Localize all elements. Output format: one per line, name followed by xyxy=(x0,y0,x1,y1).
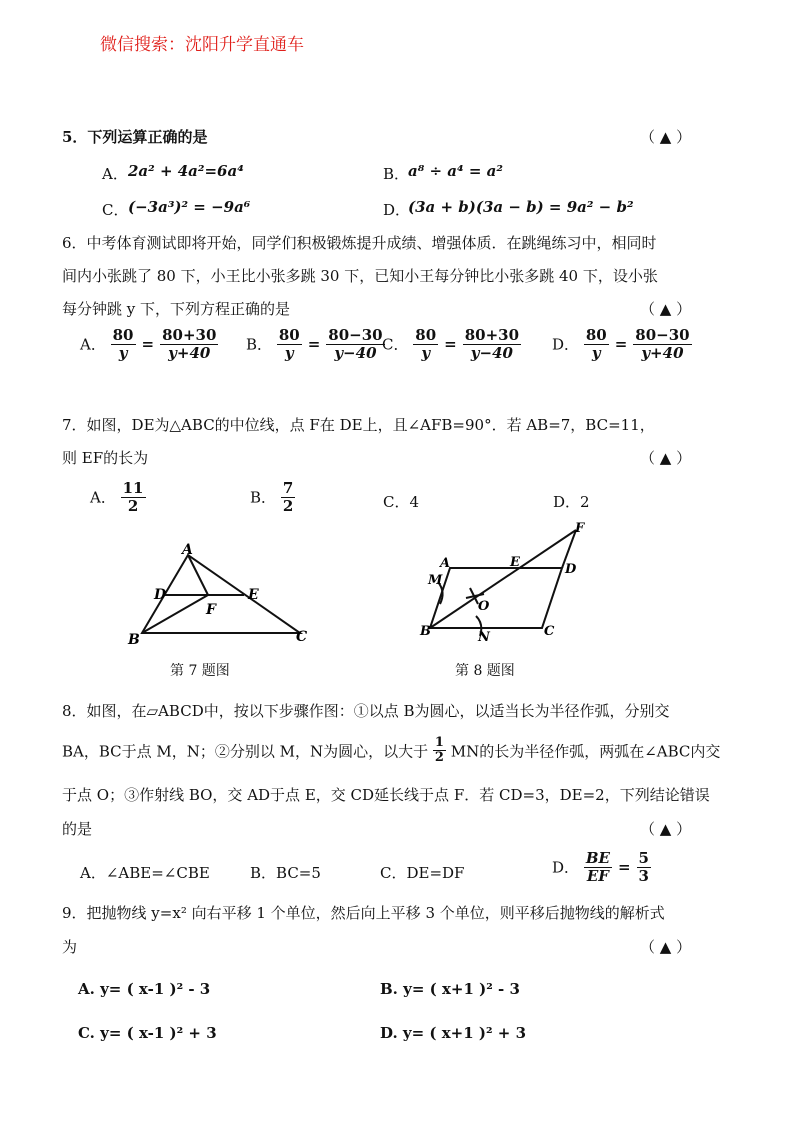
q7-line-1: 7．如图，DE为△ABC的中位线，点 F在 DE上，且∠AFB=90°．若 AB=7，BC=11， xyxy=(62,416,655,434)
q8-answer-mark: （ ▲ ） xyxy=(640,820,692,838)
q5-option-a-label: A． xyxy=(102,165,128,183)
fig8-label-c: C xyxy=(544,624,555,639)
q5-answer-mark: （ ▲ ） xyxy=(640,128,692,146)
q6-c-right-fraction: $\frac{80+30}{y-40}$ xyxy=(464,326,520,362)
q8-option-d: D． $\frac{BE}{EF}$ = $\frac{5}{3}$ xyxy=(552,849,649,885)
figure-7-caption: 第 7 题图 xyxy=(170,663,230,679)
q6-option-b: B． $\frac{80}{y}$ = $\frac{80-30}{y-40}$ xyxy=(246,326,383,362)
fig7-label-c: C xyxy=(296,629,308,645)
q6-line-1: 6．中考体育测试即将开始，同学们积极锻炼提升成绩、增强体质．在跳绳练习中，相同时 xyxy=(62,234,657,252)
q8-line-3: 于点 O；③作射线 BO，交 AD于点 E，交 CD延长线于点 F．若 CD=3，DE=2，下列结论错误 xyxy=(62,786,710,804)
q8-d-right-fraction: $\frac{5}{3}$ xyxy=(638,849,649,885)
q5-option-b-label: B． xyxy=(383,165,410,183)
q8-option-a: A．∠ABE=∠CBE xyxy=(80,864,210,882)
q8-option-b: B．BC=5 xyxy=(250,864,321,882)
watermark-text: 微信搜索：沈阳升学直通车 xyxy=(100,35,304,55)
q8-half-fraction: $\frac{1}{2}$ xyxy=(434,735,444,766)
q7-answer-mark: （ ▲ ） xyxy=(640,449,692,467)
q7-line-2: 则 EF的长为 xyxy=(62,449,149,467)
q9-answer-mark: （ ▲ ） xyxy=(640,938,692,956)
q6-option-b-label: B． xyxy=(246,335,273,354)
q8-line-2: BA，BC于点 M，N；②分别以 M，N为圆心，以大于 $\frac{1}{2}$ MN的长为半径作弧，两弧在∠ABC内交 xyxy=(62,735,721,766)
fig8-label-m: M xyxy=(428,573,443,588)
q9-line-2: 为 xyxy=(62,938,78,956)
q6-option-c: C． $\frac{80}{y}$ = $\frac{80+30}{y-40}$ xyxy=(382,326,520,362)
q9-option-b: B. y= ( x+1 )² - 3 xyxy=(380,980,520,998)
fig7-label-f: F xyxy=(206,602,216,618)
q7-option-a xyxy=(90,480,146,514)
q6-option-d-label: D． xyxy=(552,335,580,354)
q7-option-a-label: A． xyxy=(90,488,116,507)
fig7-label-d: D xyxy=(154,587,167,603)
q8-option-d-label: D． xyxy=(552,858,580,877)
q6-d-left-fraction: $\frac{80}{y}$ xyxy=(585,326,607,362)
fig8-label-n: N xyxy=(478,630,490,645)
q6-b-left-fraction: $\frac{80}{y}$ xyxy=(278,326,300,362)
figure-8-caption: 第 8 题图 xyxy=(455,663,515,679)
fig7-label-a: A xyxy=(182,542,193,558)
q7-b-fraction: $\frac{7}{2}$ xyxy=(282,479,294,515)
q5-option-d-label: D． xyxy=(383,201,411,219)
fig8-label-d: D xyxy=(565,562,577,577)
fig8-label-b: B xyxy=(420,624,431,639)
q7-a-fraction: $\frac{11}{2}$ xyxy=(122,479,144,515)
fig8-label-e: E xyxy=(510,555,520,570)
fig8-label-a: A xyxy=(440,556,451,571)
q6-line-2: 间内小张跳了 80 下，小王比小张多跳 30 下，已知小王每分钟比小张多跳 40 下，设小张 xyxy=(62,267,658,285)
q6-option-c-label: C． xyxy=(382,335,409,354)
fig8-parallelogram-abcd xyxy=(430,568,562,628)
q7-option-c: C．4 xyxy=(383,493,420,511)
q5-option-a: 2a² + 4a²=6a⁴ xyxy=(128,162,244,180)
q9-option-a: A. y= ( x-1 )² - 3 xyxy=(78,980,211,998)
q6-option-d: D． $\frac{80}{y}$ = $\frac{80-30}{y+40}$ xyxy=(552,326,690,362)
q8-line-1: 8．如图，在▱ABCD中，按以下步骤作图：①以点 B为圆心，以适当长为半径作弧，分别交 xyxy=(62,702,670,720)
q5-option-b: a⁸ ÷ a⁴ = a² xyxy=(408,162,503,180)
q6-c-left-fraction: $\frac{80}{y}$ xyxy=(415,326,437,362)
q6-line-3: 每分钟跳 y 下，下列方程正确的是 xyxy=(62,300,291,318)
q8-line-4: 的是 xyxy=(62,820,93,838)
q9-line-1: 9．把抛物线 y=x² 向右平移 1 个单位，然后向上平移 3 个单位，则平移后抛物线的解析式 xyxy=(62,904,665,922)
fig8-ray-bo xyxy=(430,530,576,628)
q6-b-right-fraction: $\frac{80-30}{y-40}$ xyxy=(328,326,383,362)
q7-option-b xyxy=(250,480,295,514)
q5-option-d: (3a + b)(3a − b) = 9a² − b² xyxy=(408,198,634,216)
q6-option-a: A． $\frac{80}{y}$ = $\frac{80+30}{y+40}$ xyxy=(80,326,217,362)
q9-option-d: D. y= ( x+1 )² + 3 xyxy=(380,1024,527,1042)
q9-option-c: C. y= ( x-1 )² + 3 xyxy=(78,1024,217,1042)
fig7-segment-bf xyxy=(142,595,208,633)
q7-option-b-label: B． xyxy=(250,488,277,507)
figure-8-diagram xyxy=(418,520,598,650)
q8-option-c: C．DE=DF xyxy=(380,864,465,882)
q5-option-c-label: C． xyxy=(102,201,129,219)
q6-d-right-fraction: $\frac{80-30}{y+40}$ xyxy=(635,326,690,362)
q5-option-c: (−3a³)² = −9a⁶ xyxy=(128,198,251,216)
q8-d-left-fraction: $\frac{BE}{EF}$ xyxy=(585,849,610,885)
q7-option-d: D．2 xyxy=(553,493,590,511)
fig7-label-e: E xyxy=(248,587,259,603)
q5-stem: 5．下列运算正确的是 xyxy=(62,128,208,146)
q6-answer-mark: （ ▲ ） xyxy=(640,300,692,318)
fig8-label-o: O xyxy=(478,599,490,614)
figure-7-diagram xyxy=(120,540,320,650)
fig7-label-b: B xyxy=(128,632,140,648)
q6-a-left-fraction: $\frac{80}{y}$ xyxy=(112,326,134,362)
q6-a-right-fraction: $\frac{80+30}{y+40}$ xyxy=(162,326,217,362)
fig8-label-f: F xyxy=(575,521,585,536)
q6-option-a-label: A． xyxy=(80,335,106,354)
